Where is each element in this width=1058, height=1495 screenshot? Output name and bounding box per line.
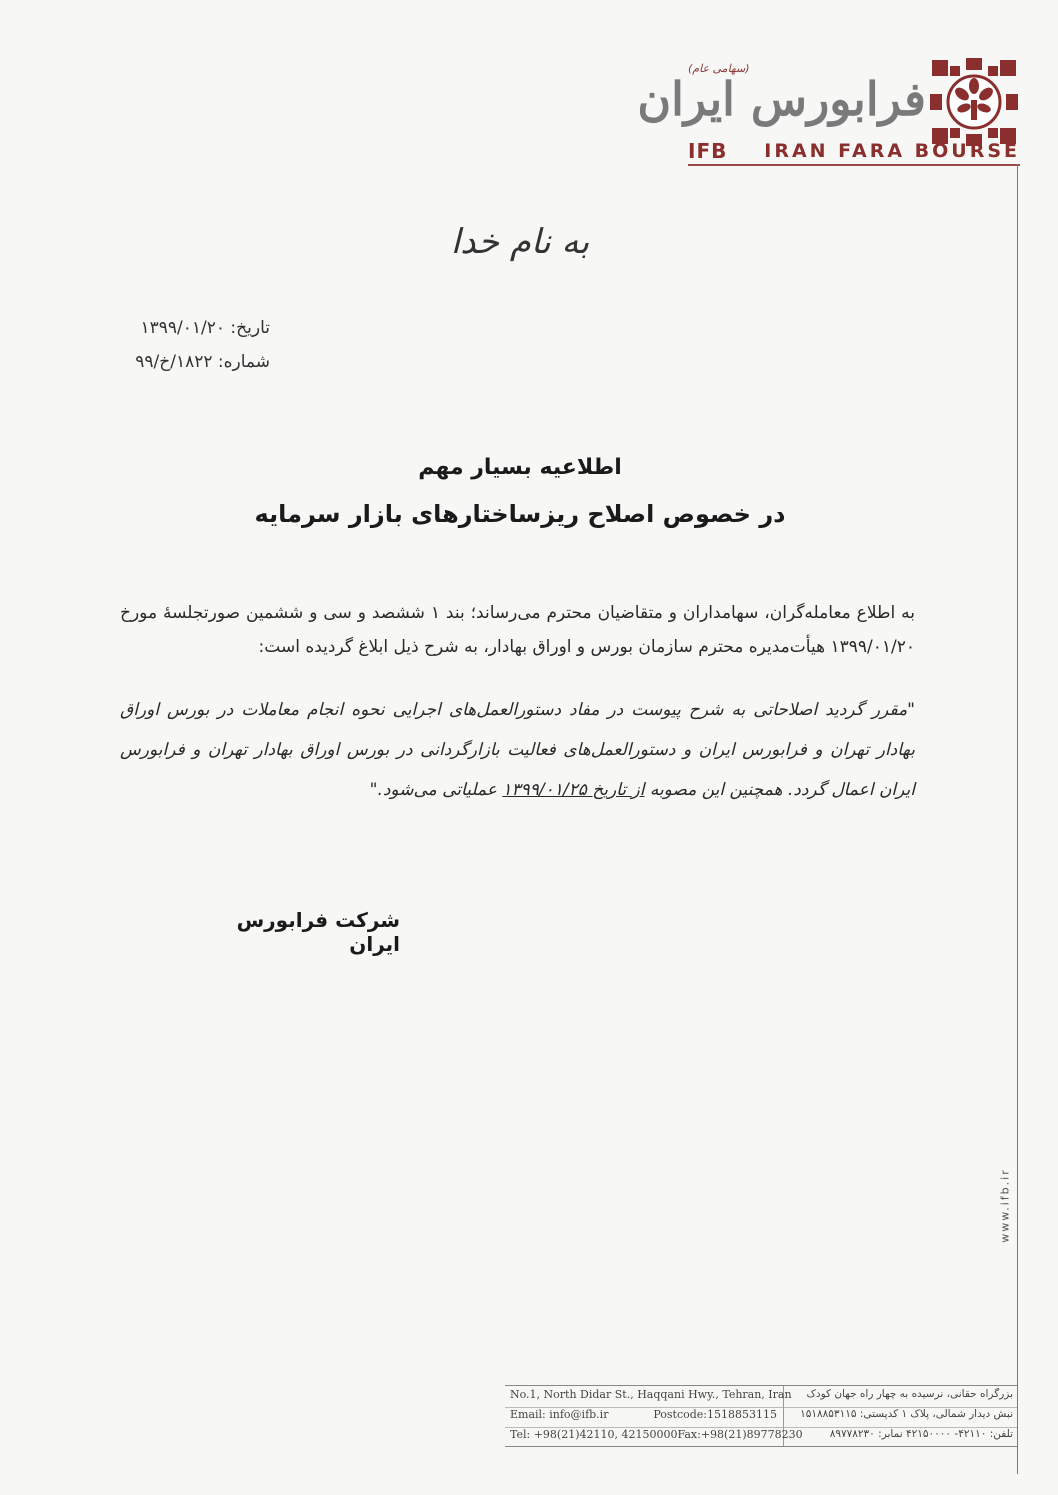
signature: شرکت فرابورس ایران [236,908,400,956]
logo-wordmark-fa [637,62,926,132]
logo-tag-fa: (سهامی عام) [688,62,750,75]
footer-contact [505,1385,1017,1447]
headline-primary: اطلاعیه بسیار مهم [418,455,622,480]
footer-postcode: Postcode:1518853115 [653,1408,777,1421]
letter-date: تاریخ: ۱۳۹۹/۰۱/۲۰ [140,318,270,338]
footer-address-en: No.1, North Didar St., Haqqani Hwy., Tehran, Iran [510,1388,792,1401]
footer-fa [784,1386,1017,1446]
website-text: www.ifb.ir [998,1167,1012,1243]
footer-fax: Fax:+98(21)89778230 [677,1428,803,1441]
letterhead-rule [688,164,1020,166]
logo-name-en: IRAN FARA BOURSE [764,140,1020,162]
logo-wordmark-en [688,138,1020,164]
footer-email-row [505,1408,783,1428]
footer-address-fa: بزرگراه حقانی، نرسیده به چهار راه جهان کودک [784,1388,1017,1408]
footer-tel-row [505,1428,803,1447]
footer-address-en-row [505,1388,792,1408]
logo-name-fa: فرابورس ایران [637,72,926,126]
letter-number: شماره: ۱۸۲۲/خ/۹۹ [135,352,270,372]
quote-start: "مقرر گردید اصلاحاتی به شرح پیوست در مفاد دستورالعمل‌های اجرایی نحوه انجام معاملات در بورس اوراق بهادار تهران و فرابورس ایران و دستورالعمل‌های فعالیت بازارگردانی در بورس اوراق بهادار تهران و فرابورس ایران اعمال گردد. همچنین این مصوبه [120,700,915,800]
footer-tel: Tel: +98(21)42110, 42150000 [510,1428,678,1441]
resolution-quote [120,690,915,810]
footer-en [505,1386,803,1446]
footer-email: Email: info@ifb.ir [510,1408,609,1421]
logo-abbr: IFB [688,139,728,163]
footer-tel-fa: تلفن: ۴۲۱۱۰- ۴۲۱۵۰۰۰۰ نمابر: ۸۹۷۷۸۲۳۰ [829,1428,1013,1440]
footer-address2-fa: نبش دیدار شمالی، پلاک ۱ کدپستی: ۱۵۱۸۸۵۳۱۱۵ [784,1408,1017,1428]
headline-secondary: در خصوص اصلاح ریزساختارهای بازار سرمایه [254,500,786,528]
quote-effective-date: از تاریخ ۱۳۹۹/۰۱/۲۵ [502,780,645,800]
ifb-emblem-icon [928,56,1020,148]
website-vertical [990,1160,1020,1250]
margin-rule [1017,164,1018,1474]
basmala: به نام خدا [450,222,590,262]
quote-end: عملیاتی می‌شود." [369,780,503,800]
intro-paragraph: به اطلاع معامله‌گران، سهامداران و متقاضیان محترم می‌رساند؛ بند ۱ ششصد و سی و ششمین صورتجلسهٔ مورخ ۱۳۹۹/۰۱/۲۰ هیأت‌مدیره محترم سازمان بورس و اوراق بهادار، به شرح ذیل ابلاغ گردیده است: [120,603,915,657]
